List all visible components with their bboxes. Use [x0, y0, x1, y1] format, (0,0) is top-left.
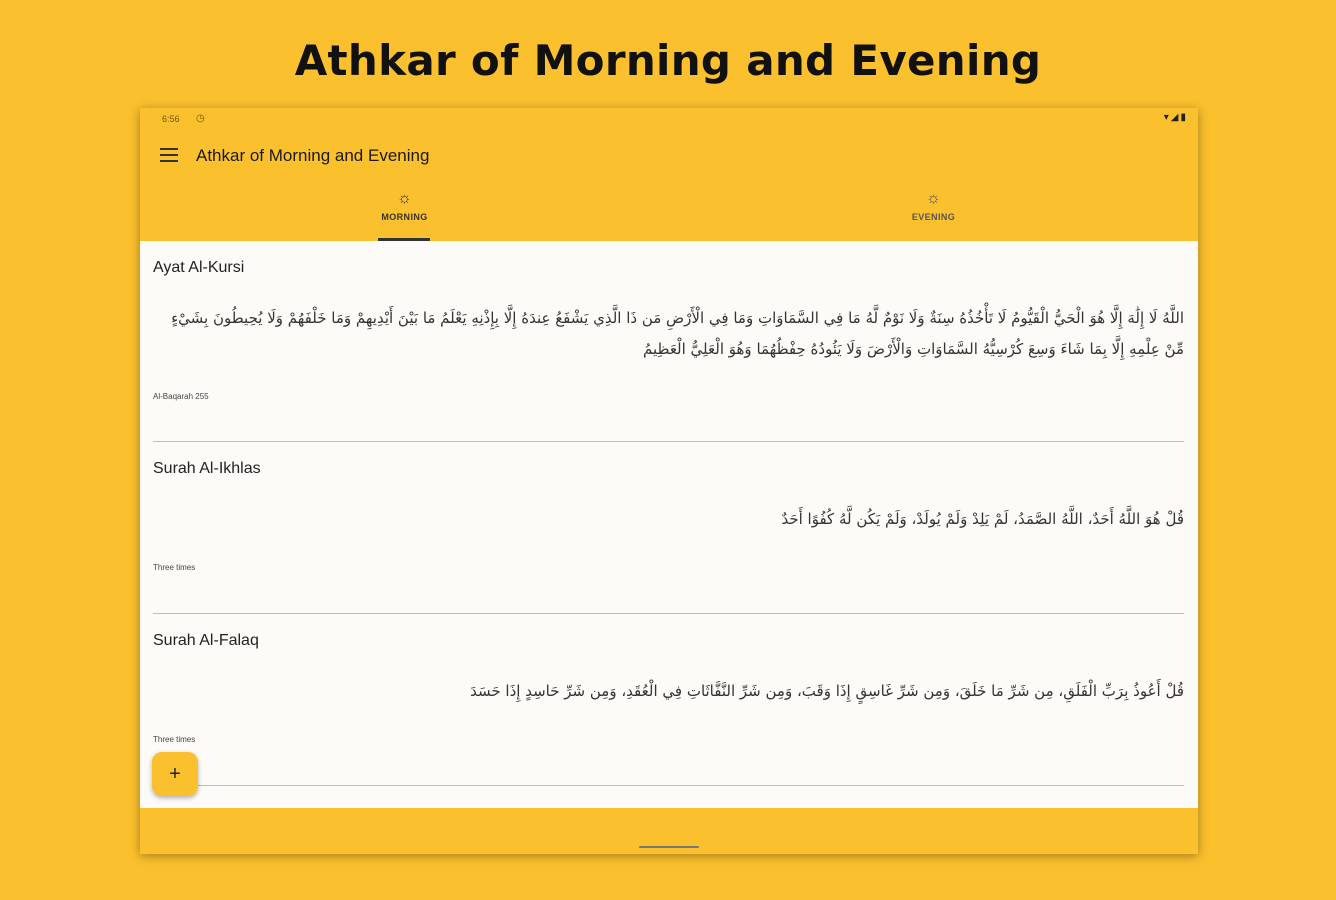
device-frame	[140, 108, 1198, 854]
status-bar	[140, 108, 1198, 132]
tab-evening[interactable]	[669, 188, 1198, 241]
card-text: قُلْ أَعُوذُ بِرَبِّ الْفَلَقِ، مِن شَرِّ مَا خَلَقَ، وَمِن شَرِّ غَاسِقٍ إِذَا وَقَبَ، وَمِن شَرِّ النَّفَّاثَاتِ فِي الْعُقَدِ، وَمِن شَرِّ حَاسِدٍ إِذَا حَسَدَ	[470, 682, 1184, 700]
gesture-handle[interactable]	[639, 846, 699, 848]
tab-morning[interactable]	[140, 188, 669, 241]
battery-icon: ▮	[1180, 112, 1188, 123]
card-title: Ayat Al-Kursi	[153, 259, 245, 276]
list-item[interactable]	[153, 442, 1184, 614]
tab-evening-label: EVENING	[911, 212, 956, 222]
app-bar	[140, 132, 1198, 188]
status-time: 6:56	[162, 114, 180, 124]
alarm-icon: ◷	[196, 113, 205, 124]
card-text: قُلْ هُوَ اللَّهُ أَحَدٌ، اللَّهُ الصَّمَدُ، لَمْ يَلِدْ وَلَمْ يُولَدْ، وَلَمْ يَكُن لَّهُ كُفُوًا أَحَدٌ	[781, 510, 1184, 528]
tab-morning-label: MORNING	[381, 212, 428, 222]
card-note: Three times	[153, 563, 196, 572]
card-note: Al-Baqarah 255	[153, 392, 209, 401]
list-item[interactable]	[153, 614, 1184, 786]
status-icons	[1164, 112, 1188, 123]
navigation-bar	[140, 808, 1198, 854]
sun-icon: ☼	[926, 190, 941, 207]
wifi-icon: ▾	[1163, 112, 1171, 123]
card-text: اللَّهُ لَا إِلَٰهَ إِلَّا هُوَ الْحَيُّ الْقَيُّومُ لَا تَأْخُذُهُ سِنَةٌ وَلَا نَوْمٌ لَّهُ مَا فِي السَّمَاوَاتِ وَمَا فِي الْأَرْضِ مَن ذَا الَّذِي يَشْفَعُ عِندَهُ إِلَّا بِإِذْنِهِ يَعْلَمُ مَا بَيْنَ أَيْدِيهِمْ وَمَا خَلْفَهُمْ وَلَا يُحِيطُونَ بِشَيْءٍ مِّنْ عِلْمِهِ إِلَّا بِمَا شَاءَ وَسِعَ كُرْسِيُّهُ السَّمَاوَاتِ وَالْأَرْضَ وَلَا يَئُودُهُ حِفْظُهُمَا وَهُوَ الْعَلِيُّ الْعَظِيمُ	[171, 309, 1184, 358]
add-button[interactable]	[152, 752, 198, 796]
list-item[interactable]	[153, 241, 1184, 442]
athkar-list[interactable]	[140, 241, 1198, 808]
tab-bar	[140, 188, 1198, 241]
card-title: Surah Al-Falaq	[153, 632, 259, 649]
card-note: Three times	[153, 735, 196, 744]
plus-icon: +	[169, 763, 181, 785]
app-title: Athkar of Morning and Evening	[196, 146, 430, 165]
promo-title: Athkar of Morning and Evening	[294, 36, 1042, 85]
sun-icon: ☼	[397, 190, 412, 207]
card-title: Surah Al-Ikhlas	[153, 460, 261, 477]
hamburger-menu-icon[interactable]	[160, 148, 178, 162]
signal-icon: ◢	[1170, 112, 1181, 123]
